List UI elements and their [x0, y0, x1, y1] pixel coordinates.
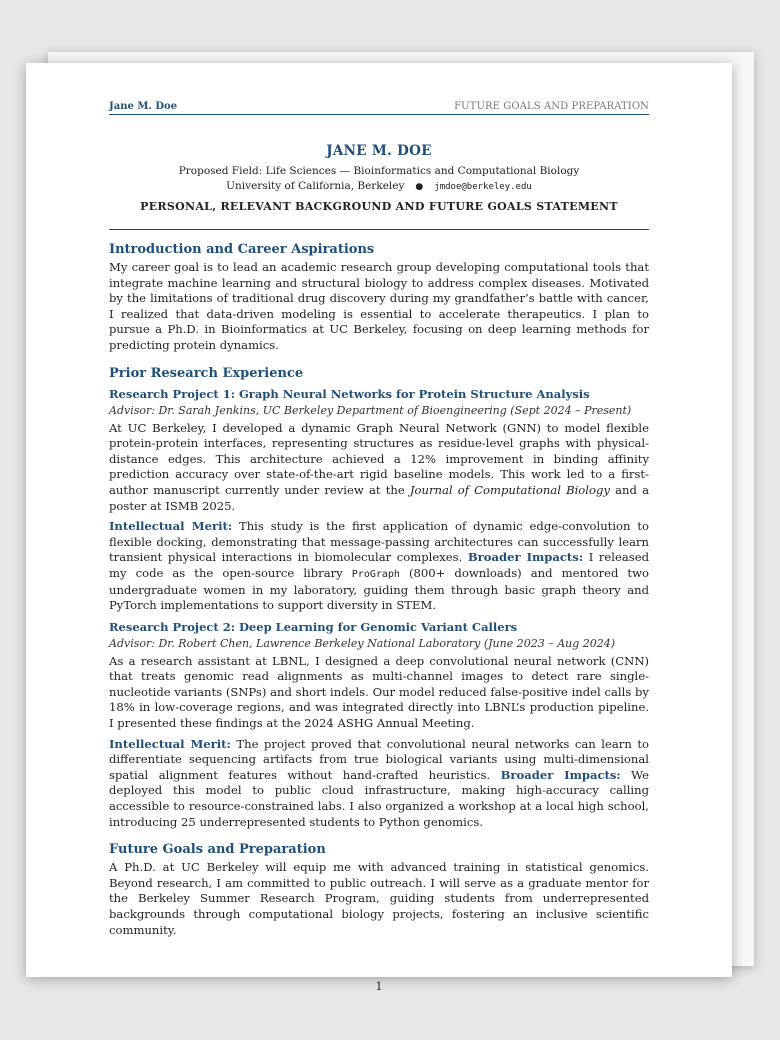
document-page — [26, 63, 732, 993]
project1-merit-impact-paragraph — [109, 519, 649, 614]
project2-advisor: Advisor: Dr. Robert Chen, Lawrence Berkeley National Laboratory — [109, 636, 481, 650]
title-block — [109, 143, 649, 213]
project1-paragraph — [109, 421, 649, 515]
project2-impact-text: We deployed this model to public cloud infrastructure, making high-accuracy calling accessible to resource-constrained labs. I also organized a workshop at a local high school, introducing 25 underrepresented students to Python genomics. — [109, 767, 649, 829]
project2-dates: (June 2023 – Aug 2024) — [483, 636, 616, 650]
project2-impact-label: Broader Impacts: — [500, 767, 621, 782]
page-content — [109, 101, 649, 938]
running-header-section: FUTURE GOALS AND PREPARATION — [454, 101, 649, 112]
project1-merit-text: This study is the first application of dynamic edge-convolution to flexible docking, demonstrating that message-passing architectures can successfully learn transient physical interactions in biomolecular complexes. — [109, 519, 649, 565]
project1-dates: (Sept 2024 – Present) — [510, 403, 632, 417]
project1-impact-text-1: I released my code as the open-source library — [109, 550, 649, 580]
project2-merit-label: Intellectual Merit: — [109, 736, 231, 751]
project1-impact-text-2: (800+ downloads) and mentored two undergraduate women in my laboratory, guiding them through basic graph theory and PyTorch implementations to support diversity in STEM. — [109, 565, 649, 613]
section-heading-prior-research: Prior Research Experience — [109, 365, 304, 381]
institution: University of California, Berkeley — [226, 180, 405, 192]
project1-body-end: and a poster at ISMB 2025. — [109, 482, 649, 513]
project1-title: Research Project 1: Graph Neural Networks for Protein Structure Analysis — [109, 386, 590, 401]
project1-body-start: At UC Berkeley, I developed a dynamic Graph Neural Network (GNN) to model flexible protein-protein interfaces, representing structures as residue-level graphs with physical-distance edges. This architecture achieved a 12% improvement in binding affinity prediction accuracy over state-of-the-art rigid baseline models. This work led to a first-author manuscript currently under review at the — [109, 420, 649, 497]
project2-merit-text: The project proved that convolutional neural networks can learn to differentiate sequencing artifacts from true biological variants using multi-dimensional spatial alignment features without hand-crafted heuristics. — [109, 736, 649, 782]
running-header — [109, 101, 649, 115]
project1-merit-label: Intellectual Merit: — [109, 519, 233, 534]
project1-impact-label: Broader Impacts: — [467, 550, 584, 565]
project1-library-name: ProGraph — [351, 568, 400, 580]
title-divider — [109, 229, 649, 230]
email-address: jmdoe@berkeley.edu — [434, 182, 532, 192]
bullet-separator: ● — [415, 182, 424, 192]
future-goals-paragraph: A Ph.D. at UC Berkeley will equip me with advanced training in statistical genomics. Beyond research, I am committed to public outreach. I will serve as a graduate mentor for the Berkeley Summer Research Program, guiding students from underrepresented backgrounds through computational biology projects, fostering an inclusive scientific community. — [109, 860, 649, 937]
intro-paragraph: My career goal is to lead an academic research group developing computational tools that integrate machine learning and structural biology to address complex diseases. Motivated by the limitations of traditional drug discovery during my grandfather’s battle with cancer, I realized that data-driven modeling is essential to accelerate therapeutics. I plan to pursue a Ph.D. in Bioinformatics at UC Berkeley, focusing on deep learning methods for predicting protein dynamics. — [109, 260, 649, 352]
section-heading-intro: Introduction and Career Aspirations — [109, 242, 375, 257]
page-number: 1 — [375, 980, 383, 993]
statement-title: PERSONAL, RELEVANT BACKGROUND AND FUTURE GOALS STATEMENT — [140, 200, 618, 213]
project2-merit-impact-paragraph — [109, 737, 649, 831]
project2-title: Research Project 2: Deep Learning for Genomic Variant Callers — [109, 619, 518, 634]
project2-paragraph: As a research assistant at LBNL, I designed a deep convolutional neural network (CNN) that treats genomic read alignments as multi-channel images to detect rare single-nucleotide variants (SNPs) and short indels. Our model reduced false-positive indel calls by 18% in low-coverage regions, and was integrated directly into LBNL’s production pipeline. I presented these findings at the 2024 ASHG Annual Meeting. — [109, 653, 649, 731]
author-name: JANE M. DOE — [326, 143, 432, 159]
project1-advisor: Advisor: Dr. Sarah Jenkins, UC Berkeley Department of Bioengineering — [109, 403, 507, 417]
contact-line — [109, 180, 649, 192]
project1-advisor-line — [109, 404, 649, 417]
proposed-field: Proposed Field: Life Sciences — Bioinformatics and Computational Biology — [178, 165, 580, 177]
section-heading-future-goals: Future Goals and Preparation — [109, 842, 326, 858]
project2-advisor-line — [109, 637, 649, 650]
running-header-author: Jane M. Doe — [109, 101, 178, 112]
project1-journal: Journal of Computational Biology — [409, 482, 610, 497]
